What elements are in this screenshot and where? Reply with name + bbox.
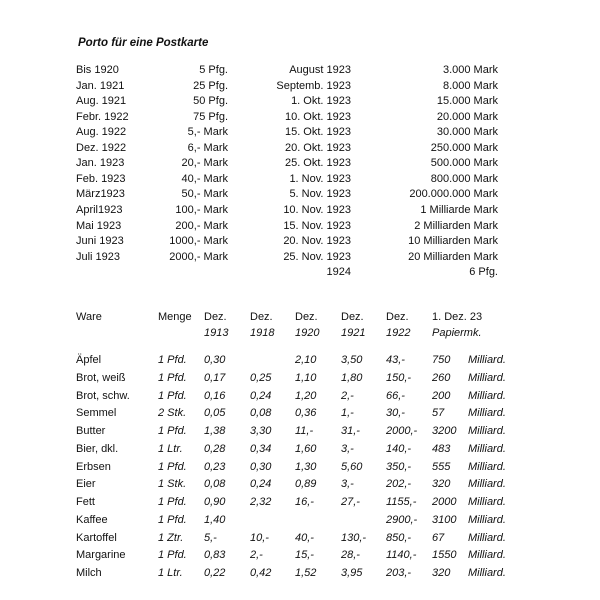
postage-right-date: 25. Nov. 1923 xyxy=(283,250,351,263)
price-cell-d1920: 1,60 xyxy=(295,442,317,455)
postage-left-price: 50 Pfg. xyxy=(193,95,228,108)
header-c3-line1: Dez. xyxy=(295,311,318,323)
postage-right-date: 5. Nov. 1923 xyxy=(289,188,351,201)
postage-right-date: 20. Nov. 1923 xyxy=(283,235,351,248)
postage-right-date: 10. Nov. 1923 xyxy=(283,203,351,216)
price-cell-menge: 2 Stk. xyxy=(158,407,187,420)
price-cell-d1921: 1,80 xyxy=(341,371,363,384)
price-cell-d1922: 66,- xyxy=(386,389,405,402)
price-cell-d1923: 1550 xyxy=(432,549,457,562)
price-cell-d1921: 3,95 xyxy=(341,567,363,579)
price-cell-d1920: 1,30 xyxy=(295,460,317,473)
price-cell-d1921: 3,50 xyxy=(341,354,363,366)
price-cell-menge: 1 Pfd. xyxy=(158,496,187,508)
header-c6-line2: Papiermk. xyxy=(432,327,482,339)
postage-left-date: Aug. 1921 xyxy=(76,95,127,108)
postage-right-price: 800.000 Mark xyxy=(430,172,498,185)
price-cell-d1922: 30,- xyxy=(386,407,405,420)
postage-right-date: 1. Nov. 1923 xyxy=(289,172,351,185)
postage-left-price: 5,- Mark xyxy=(187,126,228,139)
price-cell-d1920: 1,52 xyxy=(295,567,317,579)
price-cell-d1922: 140,- xyxy=(386,442,412,455)
price-cell-menge: 1 Pfd. xyxy=(158,389,187,402)
postage-right-price: 30.000 Mark xyxy=(436,126,498,139)
header-c6-line1: 1. Dez. 23 xyxy=(432,311,483,323)
price-cell-d1913: 1,38 xyxy=(204,425,226,437)
price-cell-d1923: 320 xyxy=(432,567,451,579)
price-cell-d1921: 3,- xyxy=(341,442,354,455)
postage-left-price: 6,- Mark xyxy=(187,141,228,154)
price-cell-d1922: 1155,- xyxy=(386,496,417,508)
price-cell-d1918: 10,- xyxy=(250,531,269,544)
price-cell-unit: Milliard. xyxy=(468,531,506,544)
header-c5-line2: 1922 xyxy=(386,327,411,339)
price-cell-ware: Brot, weiß xyxy=(76,371,126,384)
price-cell-d1913: 0,23 xyxy=(204,460,226,473)
postage-right-date: 1924 xyxy=(326,266,351,279)
price-cell-unit: Milliard. xyxy=(468,478,506,491)
price-cell-ware: Butter xyxy=(76,425,106,437)
postage-left-price: 25 Pfg. xyxy=(193,79,228,92)
postage-left-date: Juni 1923 xyxy=(76,235,124,248)
price-cell-d1920: 1,20 xyxy=(295,389,317,402)
price-cell-ware: Fett xyxy=(76,496,95,508)
price-cell-menge: 1 Stk. xyxy=(158,478,187,491)
price-cell-d1923: 320 xyxy=(432,478,451,491)
postage-right-price: 2 Milliarden Mark xyxy=(414,219,498,232)
postage-left-price: 50,- Mark xyxy=(181,188,228,201)
price-cell-menge: 1 Ltr. xyxy=(158,442,183,455)
price-cell-menge: 1 Pfd. xyxy=(158,549,187,562)
header-c3-line2: 1920 xyxy=(295,327,320,339)
postage-right-price: 200.000.000 Mark xyxy=(409,188,498,201)
price-cell-unit: Milliard. xyxy=(468,496,506,508)
price-cell-ware: Eier xyxy=(76,478,96,491)
price-cell-d1913: 0,30 xyxy=(204,354,226,366)
price-cell-unit: Milliard. xyxy=(468,567,506,579)
price-cell-ware: Semmel xyxy=(76,407,117,420)
postage-right-date: 15. Okt. 1923 xyxy=(284,126,351,139)
price-cell-d1921: 27,- xyxy=(341,496,360,508)
price-cell-menge: 1 Pfd. xyxy=(158,425,187,437)
price-cell-unit: Milliard. xyxy=(468,513,506,526)
price-cell-d1913: 0,05 xyxy=(204,407,226,420)
price-cell-ware: Äpfel xyxy=(76,354,102,366)
postage-right-price: 6 Pfg. xyxy=(469,266,498,279)
price-cell-d1920: 11,- xyxy=(295,425,314,437)
price-cell-d1918: 0,24 xyxy=(250,478,272,491)
price-cell-d1913: 0,17 xyxy=(204,371,226,384)
price-cell-d1920: 1,10 xyxy=(295,371,317,384)
postage-left-date: Febr. 1922 xyxy=(76,110,129,123)
price-cell-d1923: 3200 xyxy=(432,425,457,437)
price-cell-d1923: 200 xyxy=(432,389,451,402)
postage-left-date: April1923 xyxy=(76,203,123,216)
postage-left-price: 40,- Mark xyxy=(181,172,228,185)
price-cell-ware: Kartoffel xyxy=(76,531,117,544)
price-cell-d1920: 40,- xyxy=(295,531,314,544)
price-cell-ware: Brot, schw. xyxy=(76,389,130,402)
price-cell-d1923: 3100 xyxy=(432,513,457,526)
postage-left-price: 75 Pfg. xyxy=(193,110,228,123)
postage-left-price: 200,- Mark xyxy=(175,219,228,232)
postage-left-date: Jan. 1923 xyxy=(76,157,125,170)
price-cell-unit: Milliard. xyxy=(468,389,506,402)
price-cell-d1918: 2,32 xyxy=(250,496,272,508)
header-c1-line2: 1913 xyxy=(204,327,229,339)
postage-right-date: 20. Okt. 1923 xyxy=(284,141,351,154)
postage-left-price: 2000,- Mark xyxy=(169,250,228,263)
postage-right-price: 10 Milliarden Mark xyxy=(408,235,498,248)
postage-left-price: 20,- Mark xyxy=(181,157,228,170)
price-cell-d1922: 1140,- xyxy=(386,549,417,562)
price-cell-d1918: 3,30 xyxy=(250,425,272,437)
postage-left-date: Bis 1920 xyxy=(76,64,119,76)
price-cell-d1923: 555 xyxy=(432,460,451,473)
postage-right-date: 25. Okt. 1923 xyxy=(284,157,351,170)
postage-right-price: 250.000 Mark xyxy=(430,141,498,154)
price-cell-d1921: 2,- xyxy=(341,389,354,402)
postage-right-date: Septemb. 1923 xyxy=(276,79,351,92)
postage-right-price: 15.000 Mark xyxy=(436,95,498,108)
header-c2-line2: 1918 xyxy=(250,327,275,339)
price-cell-d1918: 0,42 xyxy=(250,567,272,579)
header-c5-line1: Dez. xyxy=(386,311,409,323)
postage-right-price: 20.000 Mark xyxy=(436,110,498,123)
postage-right-price: 20 Milliarden Mark xyxy=(408,250,498,263)
postage-left-price: 1000,- Mark xyxy=(169,235,228,248)
postage-left-date: Jan. 1921 xyxy=(76,79,125,92)
price-cell-d1920: 2,10 xyxy=(295,354,317,366)
header-c4-line2: 1921 xyxy=(341,327,366,339)
price-cell-d1913: 5,- xyxy=(204,531,217,544)
price-cell-d1923: 483 xyxy=(432,442,451,455)
price-cell-d1923: 67 xyxy=(432,531,445,544)
price-cell-d1921: 3,- xyxy=(341,478,354,491)
price-cell-d1920: 16,- xyxy=(295,496,314,508)
header-ware: Ware xyxy=(76,311,102,323)
postage-right-price: 1 Milliarde Mark xyxy=(420,203,498,216)
price-cell-unit: Milliard. xyxy=(468,354,506,366)
price-cell-ware: Erbsen xyxy=(76,460,111,473)
price-cell-d1913: 0,28 xyxy=(204,442,226,455)
price-cell-d1918: 0,30 xyxy=(250,460,272,473)
price-cell-d1922: 43,- xyxy=(386,354,405,366)
price-cell-d1921: 28,- xyxy=(341,549,360,562)
price-cell-unit: Milliard. xyxy=(468,549,506,562)
price-cell-d1918: 2,- xyxy=(250,549,263,562)
price-cell-d1920: 15,- xyxy=(295,549,314,562)
header-c2-line1: Dez. xyxy=(250,311,273,323)
price-cell-menge: 1 Pfd. xyxy=(158,513,187,526)
page-title: Porto für eine Postkarte xyxy=(78,37,209,49)
price-cell-d1918: 0,24 xyxy=(250,389,272,402)
price-cell-menge: 1 Pfd. xyxy=(158,354,187,366)
price-cell-d1922: 2900,- xyxy=(386,513,418,526)
postage-left-date: Juli 1923 xyxy=(76,250,121,263)
price-cell-d1921: 5,60 xyxy=(341,460,363,473)
header-c4-line1: Dez. xyxy=(341,311,364,323)
postage-left-date: Mai 1923 xyxy=(76,219,122,232)
price-cell-menge: 1 Ztr. xyxy=(158,531,184,544)
price-cell-unit: Milliard. xyxy=(468,460,506,473)
price-cell-d1921: 130,- xyxy=(341,531,367,544)
postage-left-date: Feb. 1923 xyxy=(76,172,126,185)
price-cell-d1913: 0,90 xyxy=(204,496,226,508)
price-cell-d1913: 0,83 xyxy=(204,549,226,562)
postage-left-date: Aug. 1922 xyxy=(76,126,127,139)
price-cell-d1913: 1,40 xyxy=(204,513,226,526)
price-cell-unit: Milliard. xyxy=(468,407,506,420)
price-cell-d1922: 202,- xyxy=(386,478,412,491)
price-cell-d1922: 2000,- xyxy=(386,425,418,437)
price-cell-d1913: 0,16 xyxy=(204,389,226,402)
price-cell-ware: Milch xyxy=(76,567,102,579)
price-cell-unit: Milliard. xyxy=(468,442,506,455)
header-c1-line1: Dez. xyxy=(204,311,227,323)
price-cell-d1923: 2000 xyxy=(432,496,457,508)
price-cell-d1923: 57 xyxy=(432,407,445,420)
price-cell-d1918: 0,25 xyxy=(250,371,272,384)
price-cell-d1918: 0,08 xyxy=(250,407,272,420)
price-cell-menge: 1 Pfd. xyxy=(158,371,187,384)
price-cell-ware: Kaffee xyxy=(76,513,108,526)
price-cell-d1920: 0,89 xyxy=(295,478,317,491)
postage-left-date: März1923 xyxy=(76,188,125,201)
price-cell-d1918: 0,34 xyxy=(250,442,272,455)
price-cell-unit: Milliard. xyxy=(468,425,506,437)
price-cell-d1921: 1,- xyxy=(341,407,354,420)
postage-right-date: 10. Okt. 1923 xyxy=(284,110,351,123)
postage-right-price: 3.000 Mark xyxy=(442,64,498,76)
postage-right-price: 8.000 Mark xyxy=(442,79,498,92)
price-cell-d1922: 850,- xyxy=(386,531,412,544)
price-cell-d1923: 750 xyxy=(432,354,451,366)
postage-right-date: August 1923 xyxy=(289,64,351,76)
price-cell-d1921: 31,- xyxy=(341,425,360,437)
header-menge: Menge xyxy=(158,311,192,323)
price-cell-ware: Bier, dkl. xyxy=(76,442,119,455)
postage-right-price: 500.000 Mark xyxy=(430,157,498,170)
price-cell-d1922: 203,- xyxy=(386,567,412,579)
postage-left-price: 100,- Mark xyxy=(175,203,228,216)
price-cell-menge: 1 Pfd. xyxy=(158,460,187,473)
price-cell-d1923: 260 xyxy=(432,371,451,384)
price-cell-d1920: 0,36 xyxy=(295,407,317,420)
postage-left-date: Dez. 1922 xyxy=(76,141,127,154)
price-cell-d1913: 0,22 xyxy=(204,567,226,579)
price-cell-unit: Milliard. xyxy=(468,371,506,384)
postage-right-date: 1. Okt. 1923 xyxy=(291,95,351,108)
postage-right-date: 15. Nov. 1923 xyxy=(283,219,351,232)
price-cell-d1922: 350,- xyxy=(386,460,412,473)
postage-left-price: 5 Pfg. xyxy=(199,64,228,76)
price-cell-menge: 1 Ltr. xyxy=(158,567,183,579)
price-cell-d1913: 0,08 xyxy=(204,478,226,491)
price-cell-ware: Margarine xyxy=(76,549,126,562)
price-cell-d1922: 150,- xyxy=(386,371,412,384)
